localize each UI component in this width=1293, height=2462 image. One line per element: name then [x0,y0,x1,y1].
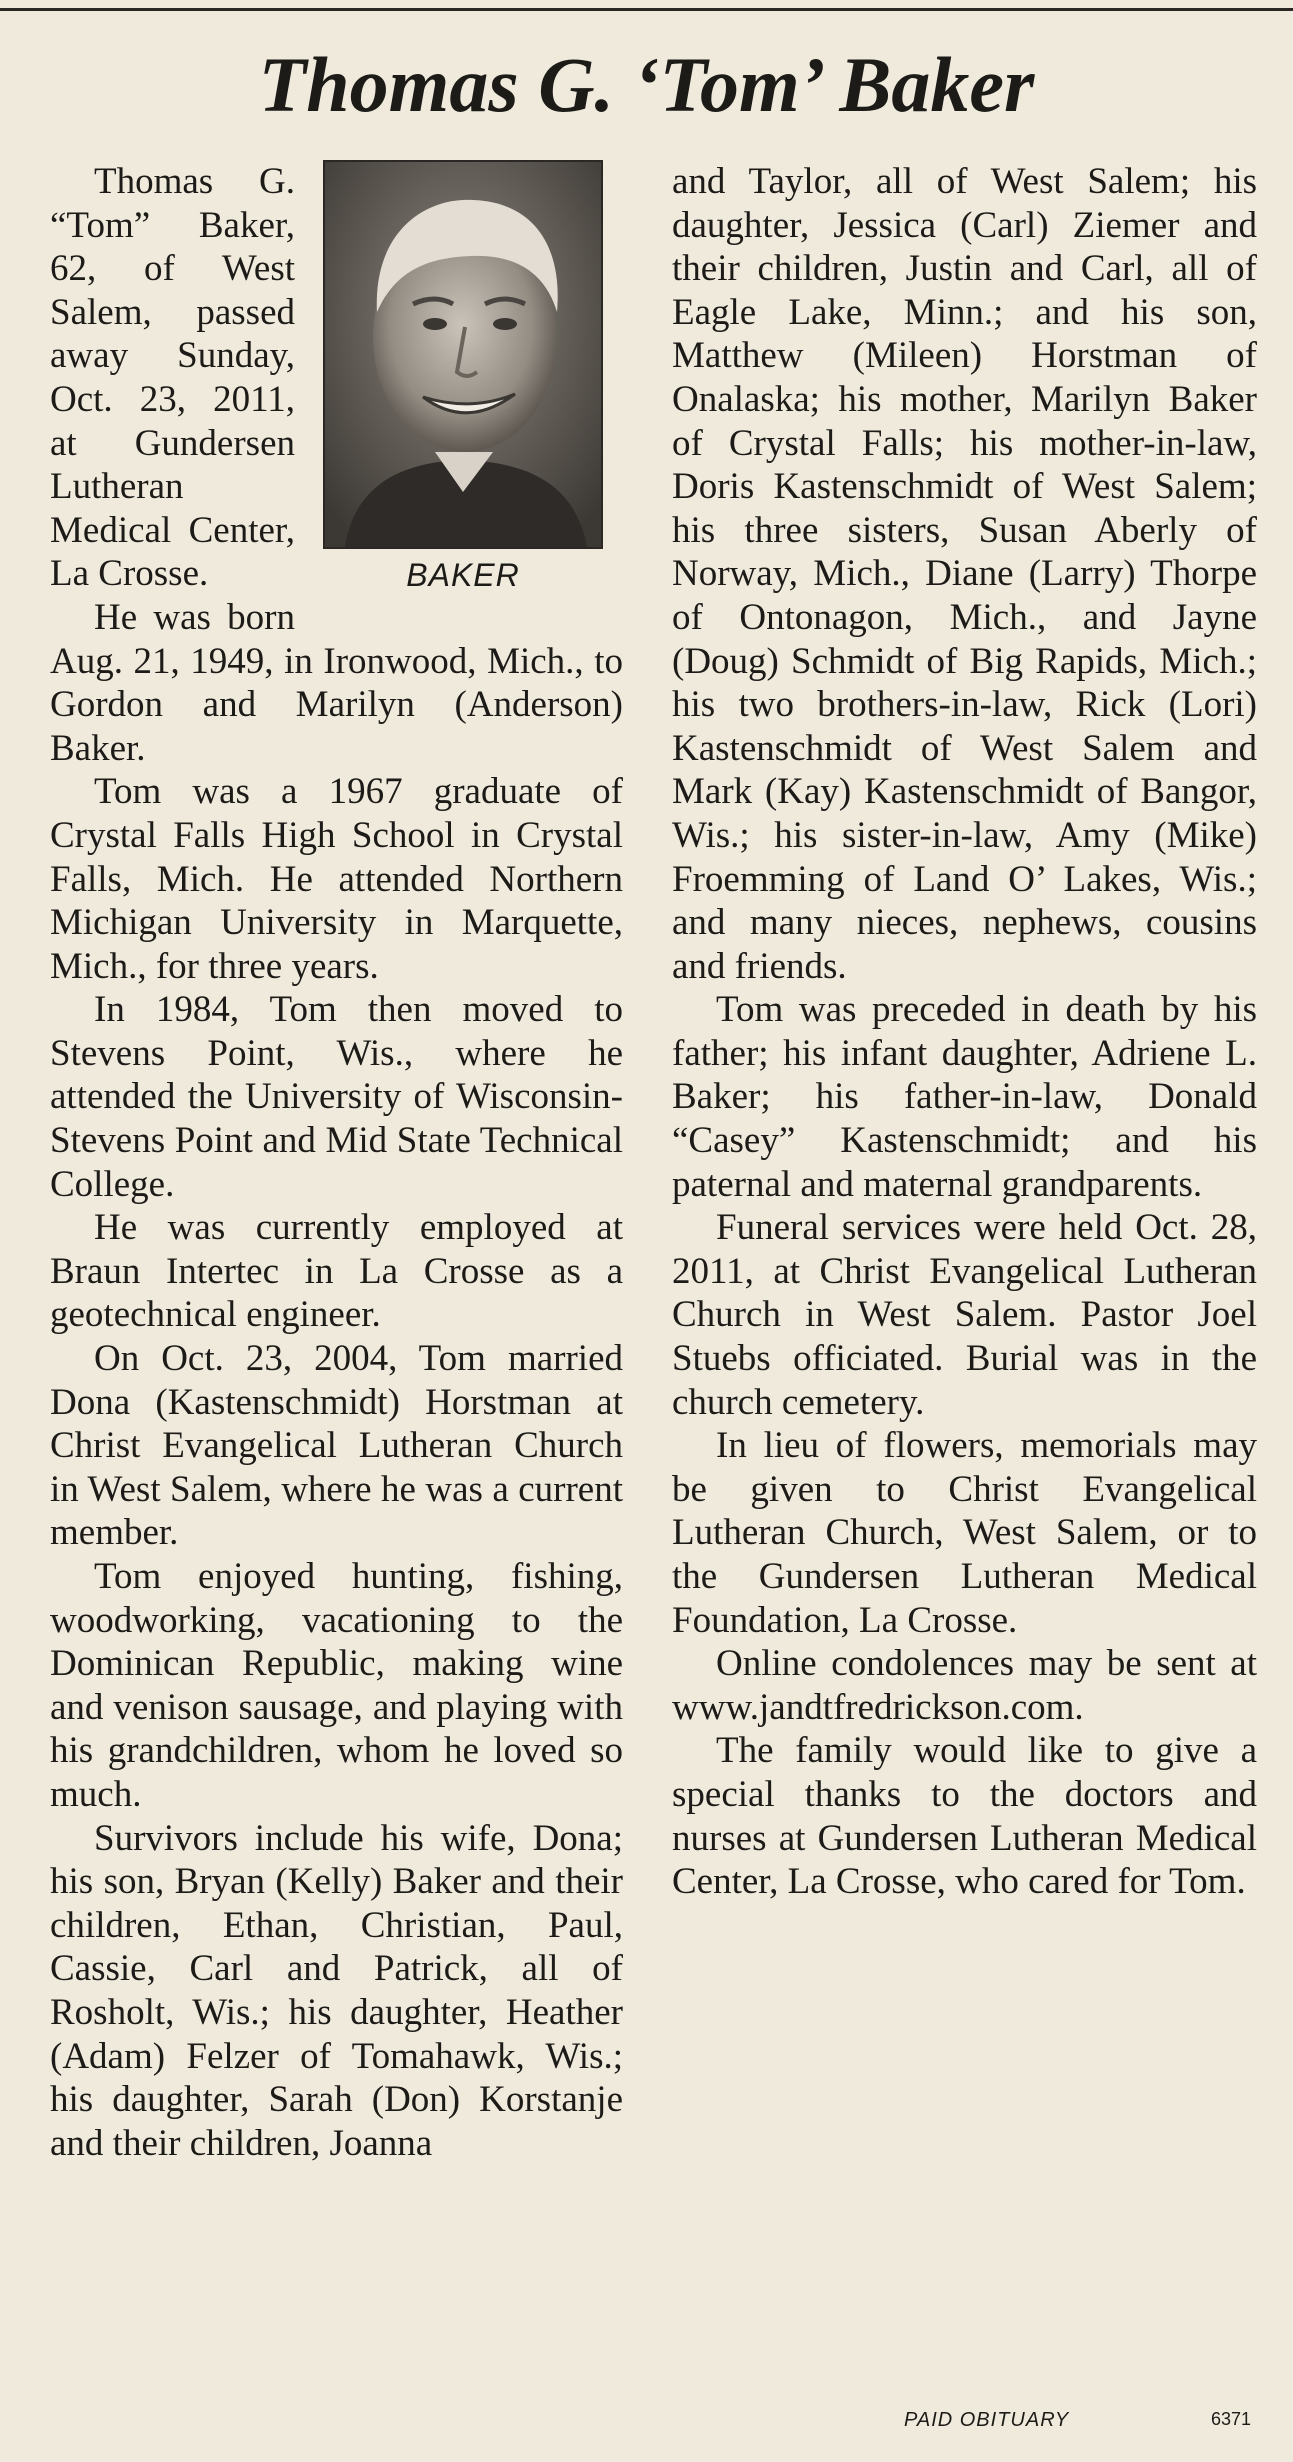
paragraph-continued: and Taylor, all of West Salem; his daughter, Jessica (Carl) Ziemer and their children, Justin and Carl, all of Eagle Lake, Minn.; and his son, Matthew (Mileen) Horstman of Onalaska; his mother, Marilyn Baker of Crystal Falls; his mother-in-law, Doris Kastenschmidt of West Salem; his three sisters, Susan Aberly of Norway, Mich., Diane (Larry) Thorpe of Ontonagon, Mich., and Jayne (Doug) Schmidt of Big Rapids, Mich.; his two brothers-in-law, Rick (Lori) Kastenschmidt of West Salem and Mark (Kay) Kastenschmidt of Bangor, Wis.; his sister-in-law, Amy (Mike) Froemming of Land O’ Lakes, Wis.; and many nieces, nephews, cousins and friends. [672,161,1257,987]
headline: Thomas G. ‘Tom’ Baker [258,41,1035,128]
paragraph: Tom was preceded in death by his father; his infant daughter, Adriene L. Baker; his father-in-law, Donald “Casey” Kastenschmidt; and his paternal and maternal grandparents. [672,989,1257,1205]
paragraph: Survivors include his wife, Dona; his son, Bryan (Kelly) Baker and their children, Ethan, Christian, Paul, Cassie, Carl and Patrick, all of Rosholt, Wis.; his daughter, Heather (Adam) Felzer of Tomahawk, Wis.; his daughter, Sarah (Don) Korstanje and their children, Joanna [50,1817,623,2164]
top-rule [0,8,1293,11]
paragraph: He was born Aug. 21, 1949, in Ironwood, Mich., to Gordon and Marilyn (Anderson) Baker. [50,596,623,769]
column-left [50,160,623,2165]
paid-obituary-label: PAID OBITUARY [904,2409,1070,2431]
paragraph: In lieu of flowers, memorials may be given to Christ Evangelical Lutheran Church, West Salem, or to the Gundersen Lutheran Medical Foundation, La Crosse. [672,1425,1257,1641]
portrait-illustration [325,162,601,547]
paragraph: On Oct. 23, 2004, Tom married Dona (Kastenschmidt) Horstman at Christ Evangelical Lutheran Church in West Salem, where he was a current member. [50,1338,623,1554]
paragraph: Thomas G. “Tom” Baker, 62, of West Salem, passed away Sunday, Oct. 23, 2011, at Gundersen Lutheran Medical Center, La Crosse. [50,161,295,595]
paragraph: The family would like to give a special thanks to the doctors and nurses at Gundersen Lutheran Medical Center, La Crosse, who cared for Tom. [672,1730,1257,1903]
ad-code: 6371 [1211,2409,1252,2429]
photo-caption: BAKER [406,557,520,593]
paragraph: He was currently employed at Braun Intertec in La Crosse as a geotechnical engineer. [50,1207,623,1336]
column-right [672,160,1257,1904]
photo-block [323,160,623,612]
paragraph: In 1984, Tom then moved to Stevens Point, Wis., where he attended the University of Wisconsin-Stevens Point and Mid State Technical College. [50,989,623,1205]
paragraph: Funeral services were held Oct. 28, 2011, at Christ Evangelical Lutheran Church in West Salem. Pastor Joel Stuebs officiated. Burial was in the church cemetery. [672,1207,1257,1423]
portrait-photo [323,160,603,549]
paragraph: Tom was a 1967 graduate of Crystal Falls High School in Crystal Falls, Mich. He attended Northern Michigan University in Marquette, Mich., for three years. [50,771,623,987]
paragraph: Online condolences may be sent at www.jandtfredrickson.com. [672,1643,1257,1728]
paragraph: Tom enjoyed hunting, fishing, woodworking, vacationing to the Dominican Republic, making wine and venison sausage, and playing with his grandchildren, whom he loved so much. [50,1556,623,1815]
